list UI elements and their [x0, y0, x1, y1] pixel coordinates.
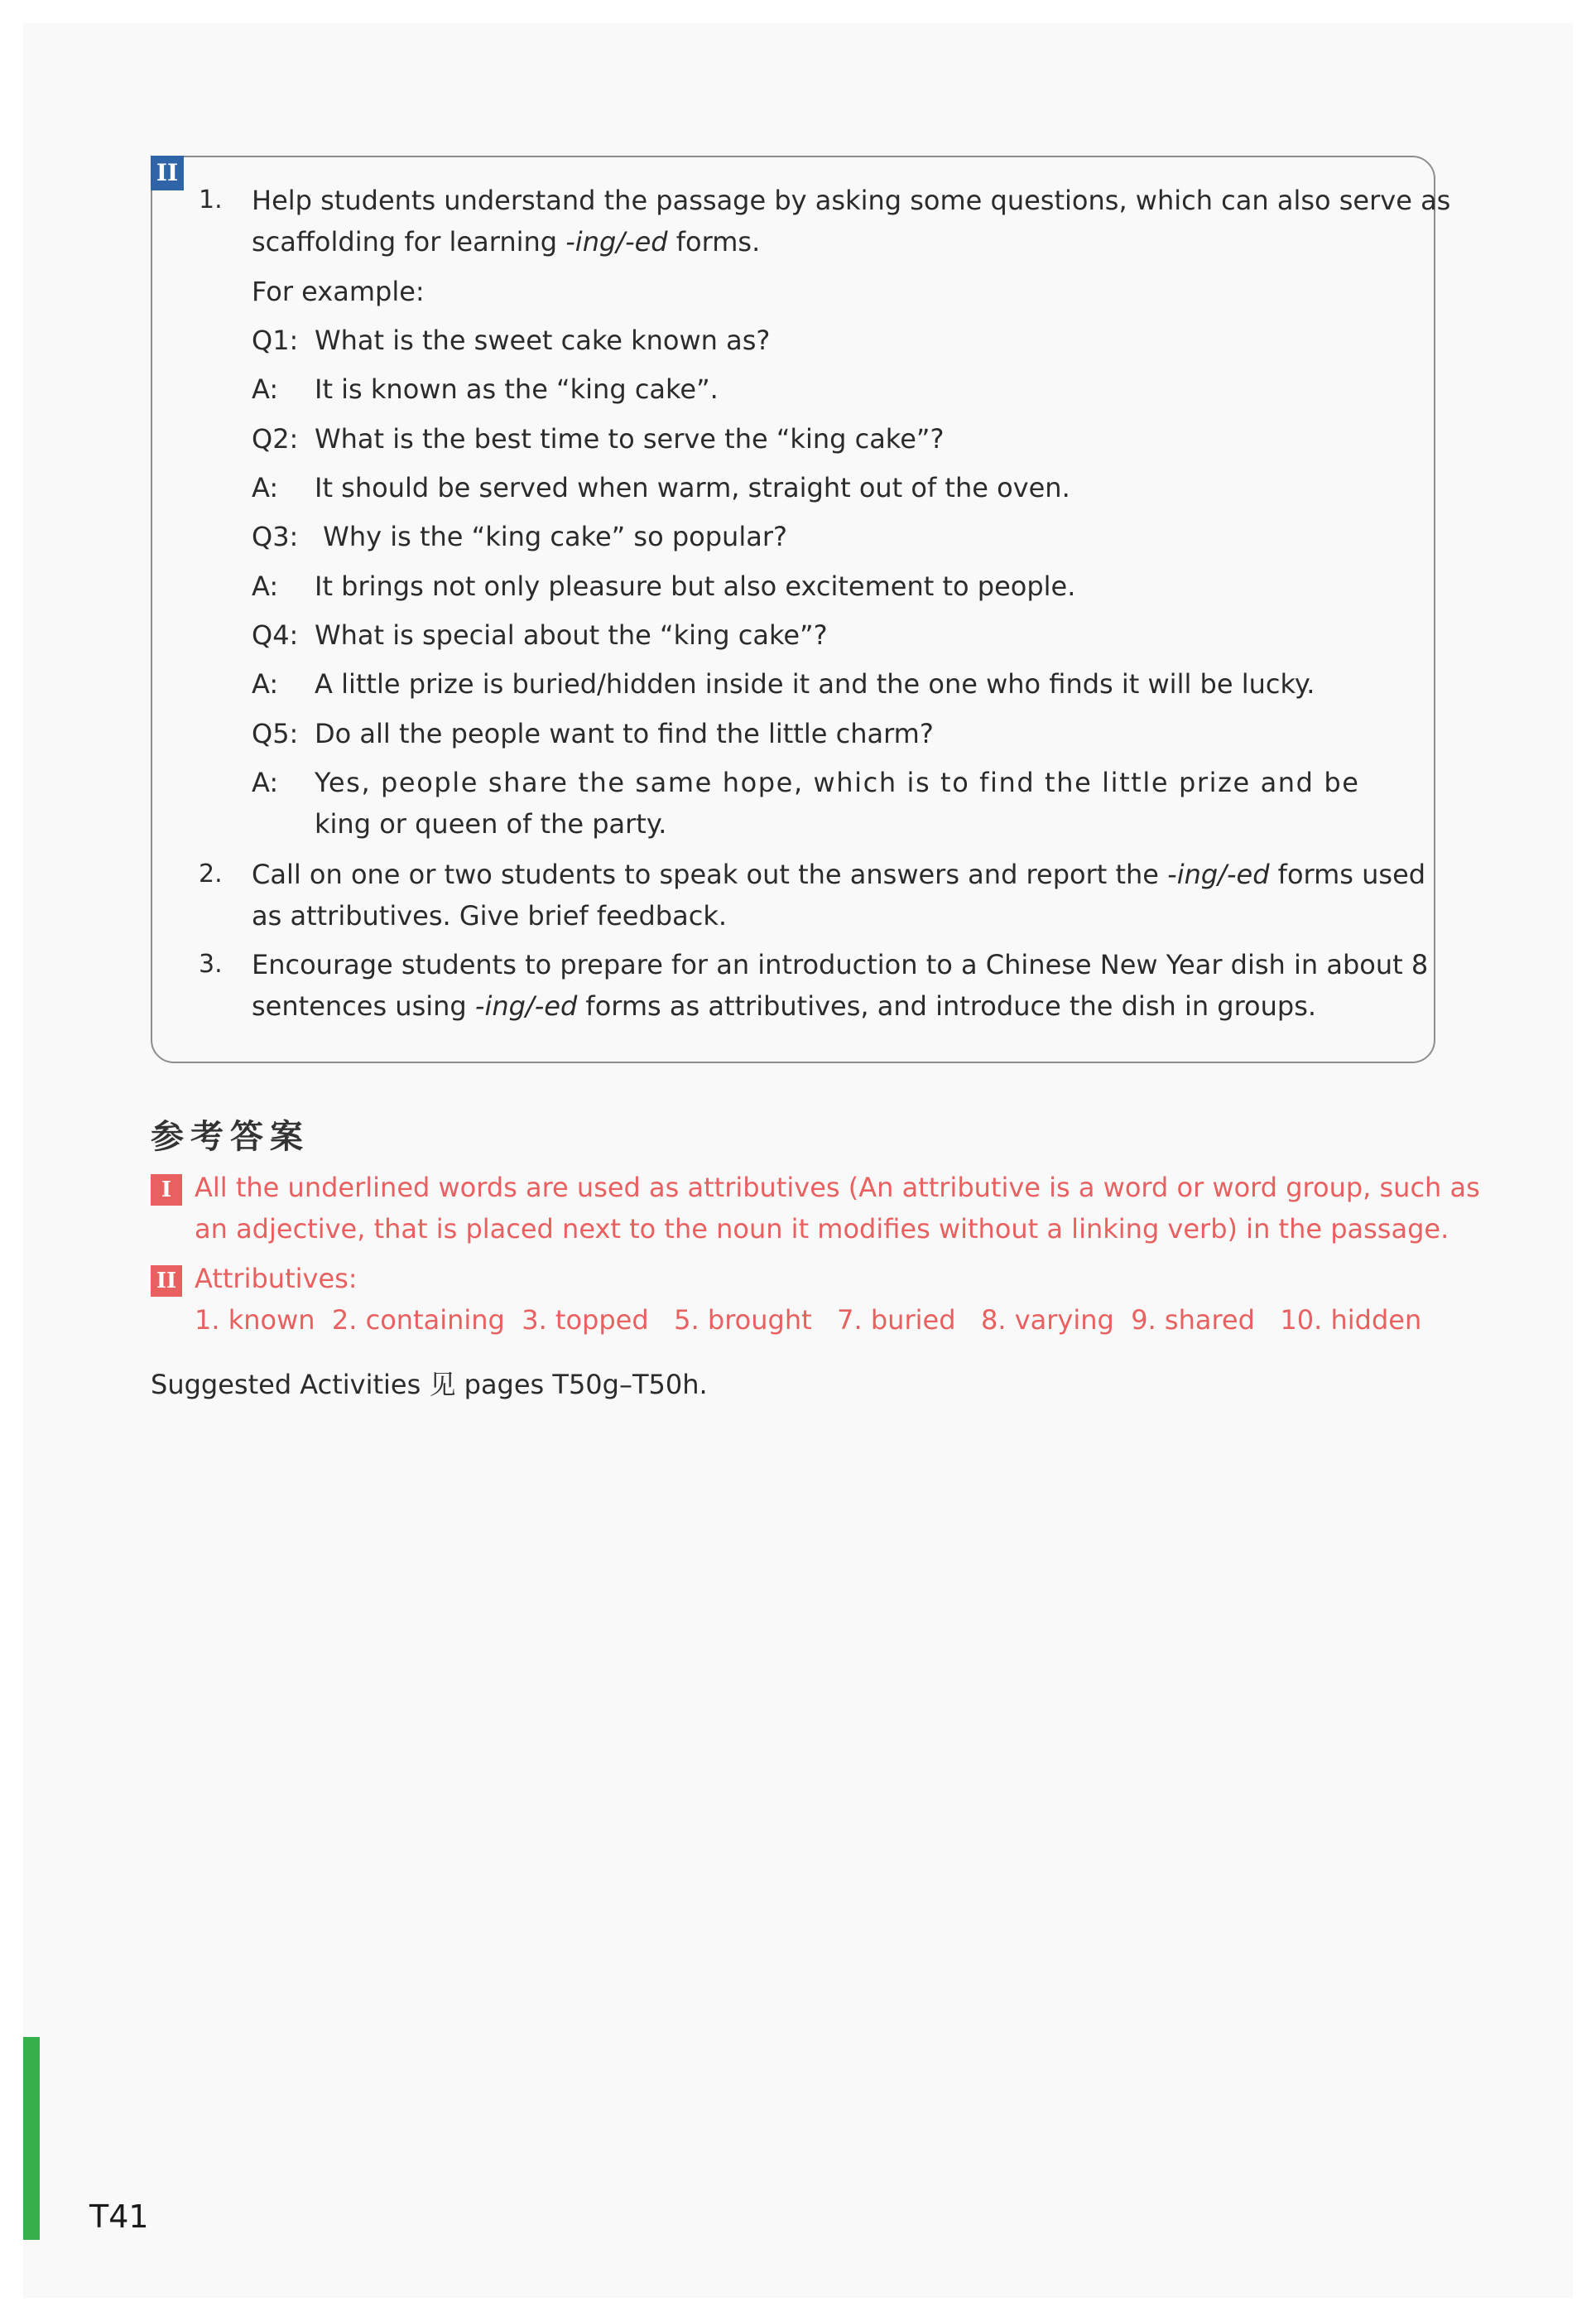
- qa-text: It brings not only pleasure but also excitement to people.: [315, 571, 1076, 602]
- qa-text: It is known as the “king cake”.: [315, 373, 719, 405]
- qa-label: Q3:: [252, 521, 299, 552]
- answers-heading: 参考答案: [151, 1118, 310, 1156]
- qa-text: Why is the “king cake” so popular?: [315, 521, 787, 552]
- item-3-number: 3.: [199, 950, 223, 979]
- qa-label: A:: [252, 373, 279, 405]
- suggested-activities: Suggested Activities 见 pages T50g–T50h.: [151, 1369, 708, 1400]
- answer-ii-list: 1. known 2. containing 3. topped 5. brought 7. buried 8. varying 9. shared 10. hidden: [195, 1304, 1422, 1336]
- item-2-line1: Call on one or two students to speak out the answers and report the -ing/-ed forms used: [252, 859, 1426, 890]
- for-example-label: For example:: [252, 276, 425, 307]
- answer-ii-title: Attributives:: [195, 1263, 358, 1294]
- qa-text: Yes, people share the same hope, which is to find the little prize and be: [315, 767, 1360, 798]
- qa-label: A:: [252, 571, 279, 602]
- qa-label: Q4:: [252, 619, 299, 651]
- item-3-line1: Encourage students to prepare for an introduction to a Chinese New Year dish in about 8: [252, 949, 1429, 980]
- qa-text: What is the best time to serve the “king cake”?: [315, 423, 945, 455]
- answer-marker-ii: II: [151, 1265, 182, 1297]
- answer-marker-i: I: [151, 1174, 182, 1206]
- qa-label: A:: [252, 668, 279, 700]
- qa-text: Do all the people want to find the little charm?: [315, 718, 934, 749]
- qa-label: Q5:: [252, 718, 299, 749]
- section-tag-ii: II: [151, 156, 184, 190]
- answer-i-line1: All the underlined words are used as attributives (An attributive is a word or word group, such as: [195, 1172, 1480, 1203]
- item-2-number: 2.: [199, 860, 223, 888]
- item-3-line2: sentences using -ing/-ed forms as attributives, and introduce the dish in groups.: [252, 990, 1317, 1022]
- answer-i-line2: an adjective, that is placed next to the noun it modifies without a linking verb) in the passage.: [195, 1213, 1449, 1245]
- qa-text: It should be served when warm, straight out of the oven.: [315, 472, 1070, 503]
- qa-text: What is the sweet cake known as?: [315, 325, 771, 356]
- qa-text-continuation: king or queen of the party.: [315, 808, 667, 840]
- qa-label: A:: [252, 472, 279, 503]
- item-1-number: 1.: [199, 185, 223, 214]
- item-2-line2: as attributives. Give brief feedback.: [252, 900, 728, 932]
- page-number: T41: [89, 2198, 149, 2235]
- side-color-bar: [23, 2037, 40, 2240]
- qa-label: Q2:: [252, 423, 299, 455]
- qa-label: A:: [252, 767, 279, 798]
- qa-text: A little prize is buried/hidden inside it and the one who finds it will be lucky.: [315, 668, 1315, 700]
- item-1-line2: scaffolding for learning -ing/-ed forms.: [252, 226, 761, 258]
- qa-text: What is special about the “king cake”?: [315, 619, 828, 651]
- qa-label: Q1:: [252, 325, 299, 356]
- item-1-line1: Help students understand the passage by asking some questions, which can also serve as: [252, 185, 1451, 216]
